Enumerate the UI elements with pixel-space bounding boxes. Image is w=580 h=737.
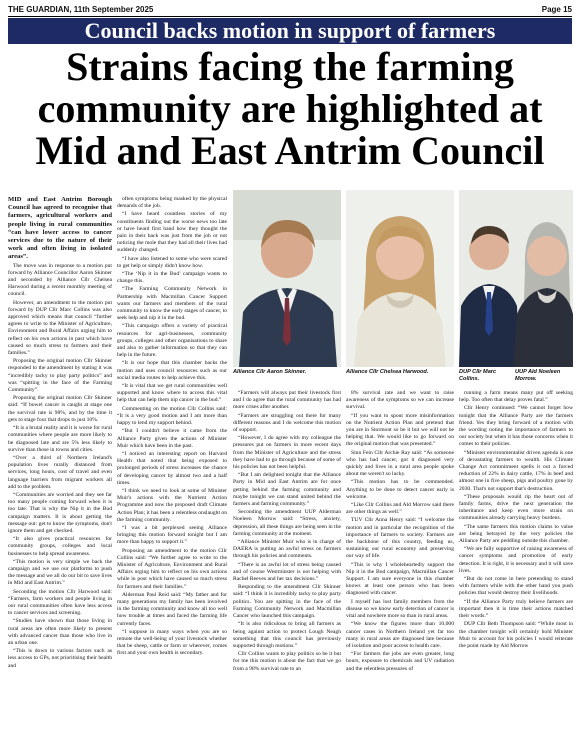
article-paragraph: “However, I do agree with my colleague the pressures put on farmers in more recent days from the Minister of Agriculture and the stress they have had to go through because of some of his policies has not been helpful.	[233, 435, 341, 471]
article-paragraph: Sinn Fein Cllr Archie Ray said: “As someone who has had cancer, got it diagnosed very quickly and lives in a rural area people spoke about me weren't so lucky.	[346, 449, 454, 478]
article-paragraph: “The ‘Nip it in the Bud’ campaign wants to change this.	[117, 271, 227, 285]
article-paragraph: DUP Cllr Beth Thompson said: “While most in the chamber tonight will certainly hold Minister Muir to account for his policies I would reiterate the point made by Ald Morrow	[459, 621, 573, 649]
article-paragraph: “I have heard countless stories of my constituents finding out the worse news too late or have heard first hand how they thought the pain in their back was just from the job or not noticing the mole that they had all their lives had suddenly changed.	[117, 211, 227, 254]
article-column-5	[459, 390, 573, 733]
caption-photo-2: Alliance Cllr Chelsea Harwood.	[346, 369, 429, 375]
article-paragraph: Seconding the amendment UUP Alderman Noeleen Morrow said: “Stress, anxiety, depression, all these things are being seen in the farming community at the moment.	[233, 509, 341, 537]
article-paragraph: “It is vital that we get rural communities well supported and know where to access this vital help that can help them nip cancer in the bud.”	[117, 383, 227, 404]
article-paragraph: “This is down to various factors such as less access to GPs, not prioritising their health and	[8, 648, 112, 669]
article-paragraph: “It also gives practical resources for community groups, colleges and local businesses to help spread awareness.	[8, 536, 112, 557]
article-paragraph: “Over a third of Northern Ireland's population lives rurally distanced from services, long hours, cost of travel and even language barriers from migrant workers all add to the problem.	[8, 454, 112, 490]
article-paragraph: “Minister environmentalist driven agenda is one of devastating farmers to wealth. His Climate Change Act commitment spells it out a forced reduction of 22% in dairy cattle, 17% in beef and almost one in five sheep, pigs and poultry gone by 2030. That's not support that's destruction.	[459, 449, 573, 492]
article-paragraph: Responding to the amendment Cllr Skinner said: “I think it is incredibly tacky to play party politics. You are spitting in the face of the Farming Community Network and Macmillan Cancer who launched this campaign.	[233, 584, 341, 620]
photo-chelsea-harwood	[346, 190, 454, 367]
photo-group-collins-morrow	[459, 190, 573, 367]
article-paragraph: “For farmers the jobs are even greater, long hours, exposure to chemicals and UV radiation and the relentless pressures of	[346, 651, 454, 672]
article-paragraph: “We are fully supportive of raising awareness of cancer symptoms and promotion of early detection. It is right, it is necessary and it will save lives.	[459, 546, 573, 574]
article-paragraph: Alderman Paul Reid said: “My father and for many generations my family has been involved in the farming community and know all too well how trouble at times and faced the farming life currently faces.	[117, 591, 227, 627]
article-paragraph: “If the Alliance Party truly believe farmers are important then it is time their actions matched their words.”	[459, 598, 573, 620]
article-paragraph: However, an amendment to the motion put forward by DUP Cllr Marc Collins was also approved which means that council “further agrees to write to the Minister of Agriculture, Environment and Rural Affairs urging him to reflect on his own actions in past which have caused so much stress to farmers and their families.”	[8, 299, 112, 357]
article-paragraph: running a farm means many put off seeking help. Too often that delay proves fatal.”	[459, 390, 573, 404]
kicker-banner: Council backs motion in support of farmers	[8, 18, 572, 44]
article-paragraph: “I have also listened to some who were scared to get help or simply didn't know how.	[117, 255, 227, 269]
article-paragraph: “It is also ridiculous to bring all farmers as being against action to protect Lough Neagh something that this council has previously supported through motions.”	[233, 621, 341, 649]
article-paragraph: “This is why I wholeheartedly support the Nip it in the Bud campaign, Macmillan Cancer Support. I am sure everyone in this chamber knows at least one person who has been diagnosed with cancer.	[346, 561, 454, 597]
article-paragraph: “The same farmers this motion claims to value are being betrayed by the very policies the Alliance Party are peddling outside this chamber.	[459, 523, 573, 545]
photo-aaron-skinner	[233, 190, 341, 367]
article-lead: MID and East Antrim Borough Council has agreed to recognise that farmers, agricultural workers and people living in rural communities “can have lower access to cancer services due to the nature of their work and often living in isolated areas”.	[8, 196, 112, 261]
article-paragraph: Commenting on the motion Cllr Collins said: “It is a very good motion and I am more than happy to lend my support behind.	[117, 405, 227, 427]
publication-date: THE GUARDIAN, 11th September 2025	[8, 5, 154, 14]
article-paragraph: “I noticed an interesting report on Harvard Health that noted that being exposed to prolonged periods of stress increases the chance of developing cancer by almost two and a half times.	[117, 450, 227, 486]
article-paragraph: “If you want to spout more misinformation on the Nutrient Action Plan and pretend that you are in Stormont so be it but we will not be helping that. We would like to go forward on the original motion that was presented.”	[346, 412, 454, 448]
article-paragraph: I myself has lost family members from the disease so we know early detection of cancer is vital and nowhere more so than in rural areas.	[346, 598, 454, 620]
caption-photo-4: UUP Ald Noeleen Morrow.	[515, 369, 561, 382]
article-paragraph: Proposing the original motion Cllr Skinner said: “If bowel cancer is caught at stage one the survival rate is 98%, and by the time it gets to stage four that drops to just 10%.	[8, 395, 112, 423]
article-paragraph: “It is our hope that this chamber backs the motion and uses council resources such as our social media routes to help achieve this.	[117, 360, 227, 381]
article-paragraph: “We know the figures more than 10,000 cancer cases in Northern Ireland yet far too many in rural areas are diagnosed late because of isolation and poor access to health care.	[346, 621, 454, 649]
caption-photo-1: Alliance Cllr Aaron Skinner.	[233, 369, 307, 375]
article-paragraph: “The Farming Community Network in Partnership with Macmillan Cancer Support wants our farmers and members of the rural community to know the early stages of cancer, to seek help and nip it in the bud.	[117, 286, 227, 322]
article-paragraph: “This motion is very simple we back the campaign and we use our platforms to push the message and we all do our bit to save lives in Mid and East Antrim.”	[8, 558, 112, 587]
article-paragraph: “Like Cllr Collins and Ald Morrow said there are other things as well.”	[346, 502, 454, 516]
article-paragraph: Cllr Henry continued: “We cannot forget how tonight that the Alliance Party are the farmers friend. Yes they bring forward of a motion with the wording noting the importance of farmers to our society but when it has those concerns when it comes to their policies.	[459, 405, 573, 448]
article-paragraph: “Alliance Minister Muir who is in charge of DAERA is putting an awful stress on farmers through his policies and comments.	[233, 539, 341, 560]
article-column-2	[117, 196, 227, 733]
article-paragraph: “Farmers will always put their livestock first and I do agree that the rural community has had more crises after another.	[233, 390, 341, 411]
article-paragraph: “But do not come in here pretending to stand with farmers while with the other hand you push policies that would destroy their livelihoods.	[459, 576, 573, 597]
article-column-3	[233, 390, 341, 733]
article-paragraph: “But I am delighted tonight that the Alliance Party in Mid and East Antrim are for once getting behind the farming community and maybe tonight we can stand united behind the farmers and farming community.”	[233, 472, 341, 508]
article-paragraph: “This campaign offers a variety of practical resources for agri-businesses, community groups, colleges and other organisations to share and also to gather information so that they can help in the future.	[117, 323, 227, 359]
article-paragraph: “These proposals would rip the heart out of family farms, drive the next generation the inheritance and keep even more strain on communities already carrying heavy burdens.	[459, 493, 573, 522]
headline: Strains facing the farming community are highlighted at Mid and East Antrim Council	[35, 44, 545, 173]
article-paragraph: “Communities are worried and they see far too many people coming forward when it is too late. That is why the Nip it in the Bud campaign matters. It is about getting the message out: get to know the symptoms, don't ignore them and get checked.	[8, 491, 112, 534]
article-paragraph: Cllr Collins wants to play politics so be it but for me this motion is about the fact that we go from a 98% survival rate to an	[233, 651, 341, 672]
article-paragraph: “Studies have shown that those living in rural areas are often more likely to present with advanced cancer than those who live in an urban one.	[8, 618, 112, 646]
article-paragraph: 8% survival rate and we want to raise awareness of the symptoms so we can increase survival.	[346, 390, 454, 411]
caption-photo-3: DUP Cllr Marc Collins.	[459, 369, 497, 382]
article-paragraph: “I think we need to look at some of Minister Muir's actions with the Nutrient Action Programme and now the proposed draft Climate Action Plan; it has been a relentless onslaught on the farming community.	[117, 487, 227, 523]
article-paragraph: Proposing the original motion Cllr Skinner responded to the amendment by stating it was “incredibly tacky to play party politics” and was “spitting in the face of the Farming Community”.	[8, 358, 112, 394]
article-column-1	[8, 196, 112, 733]
article-paragraph: TUV Cllr Anna Henry said: “I welcome the motion and in particular the recognition of the importance of farmers to society. Farmers are the backbone of this country, feeding us, sustaining our rural economy and preserving our way of life.	[346, 517, 454, 560]
article-paragraph: “I suppose in many ways when you are so remote the well-being of your livestock whether that be sheep, cattle or farm or wherever, comes first and your own health is secondary.	[117, 628, 227, 657]
article-paragraph: “I was a bit perplexed seeing Alliance bringing this motion forward tonight but I am more than happy to support it.”	[117, 524, 227, 546]
article-paragraph: often symptoms being masked by the physical demands of the job.	[117, 196, 227, 210]
article-paragraph: “Farmers are struggling out there for many different reasons and I do welcome this motion of support.	[233, 412, 341, 434]
article-column-4	[346, 390, 454, 733]
page-number: Page 15	[541, 5, 572, 14]
article-paragraph: Seconding the motion Cllr Harwood said: “Farmers, farm workers and people living in our rural communities often have less access to cancer services and screening.	[8, 588, 112, 617]
article-paragraph: “But I couldn't believe it came from the Alliance Party given the actions of Minister Muir which have been in the past.	[117, 428, 227, 449]
article-paragraph: “It is a brutal reality and it is worse for rural communities where people are more likely to be diagnosed late and are 5% less likely to survive than those in towns and cities.	[8, 425, 112, 453]
page-header	[8, 4, 572, 17]
article-paragraph: “This motion has to be commended. Anything to be done to detect cancer early is welcome.	[346, 479, 454, 500]
article-paragraph: “There is an awful lot of stress being caused and of course Westminster is not helping with Rachel Reeves and her tax decisions.”	[233, 561, 341, 583]
article-paragraph: Proposing an amendment to the motion Cllr Collins said: “We further agree to write to the Minister of Agriculture, Environment and Rural Affairs urging him to reflect on his own actions while in post which have caused so much stress for farmers and their families.”	[117, 547, 227, 590]
article-paragraph: The move was in response to a motion put forward by Alliance Councillor Aaron Skinner and seconded by Alliance Cllr Chelsea Harwood during a recent monthly meeting of council.	[8, 262, 112, 298]
